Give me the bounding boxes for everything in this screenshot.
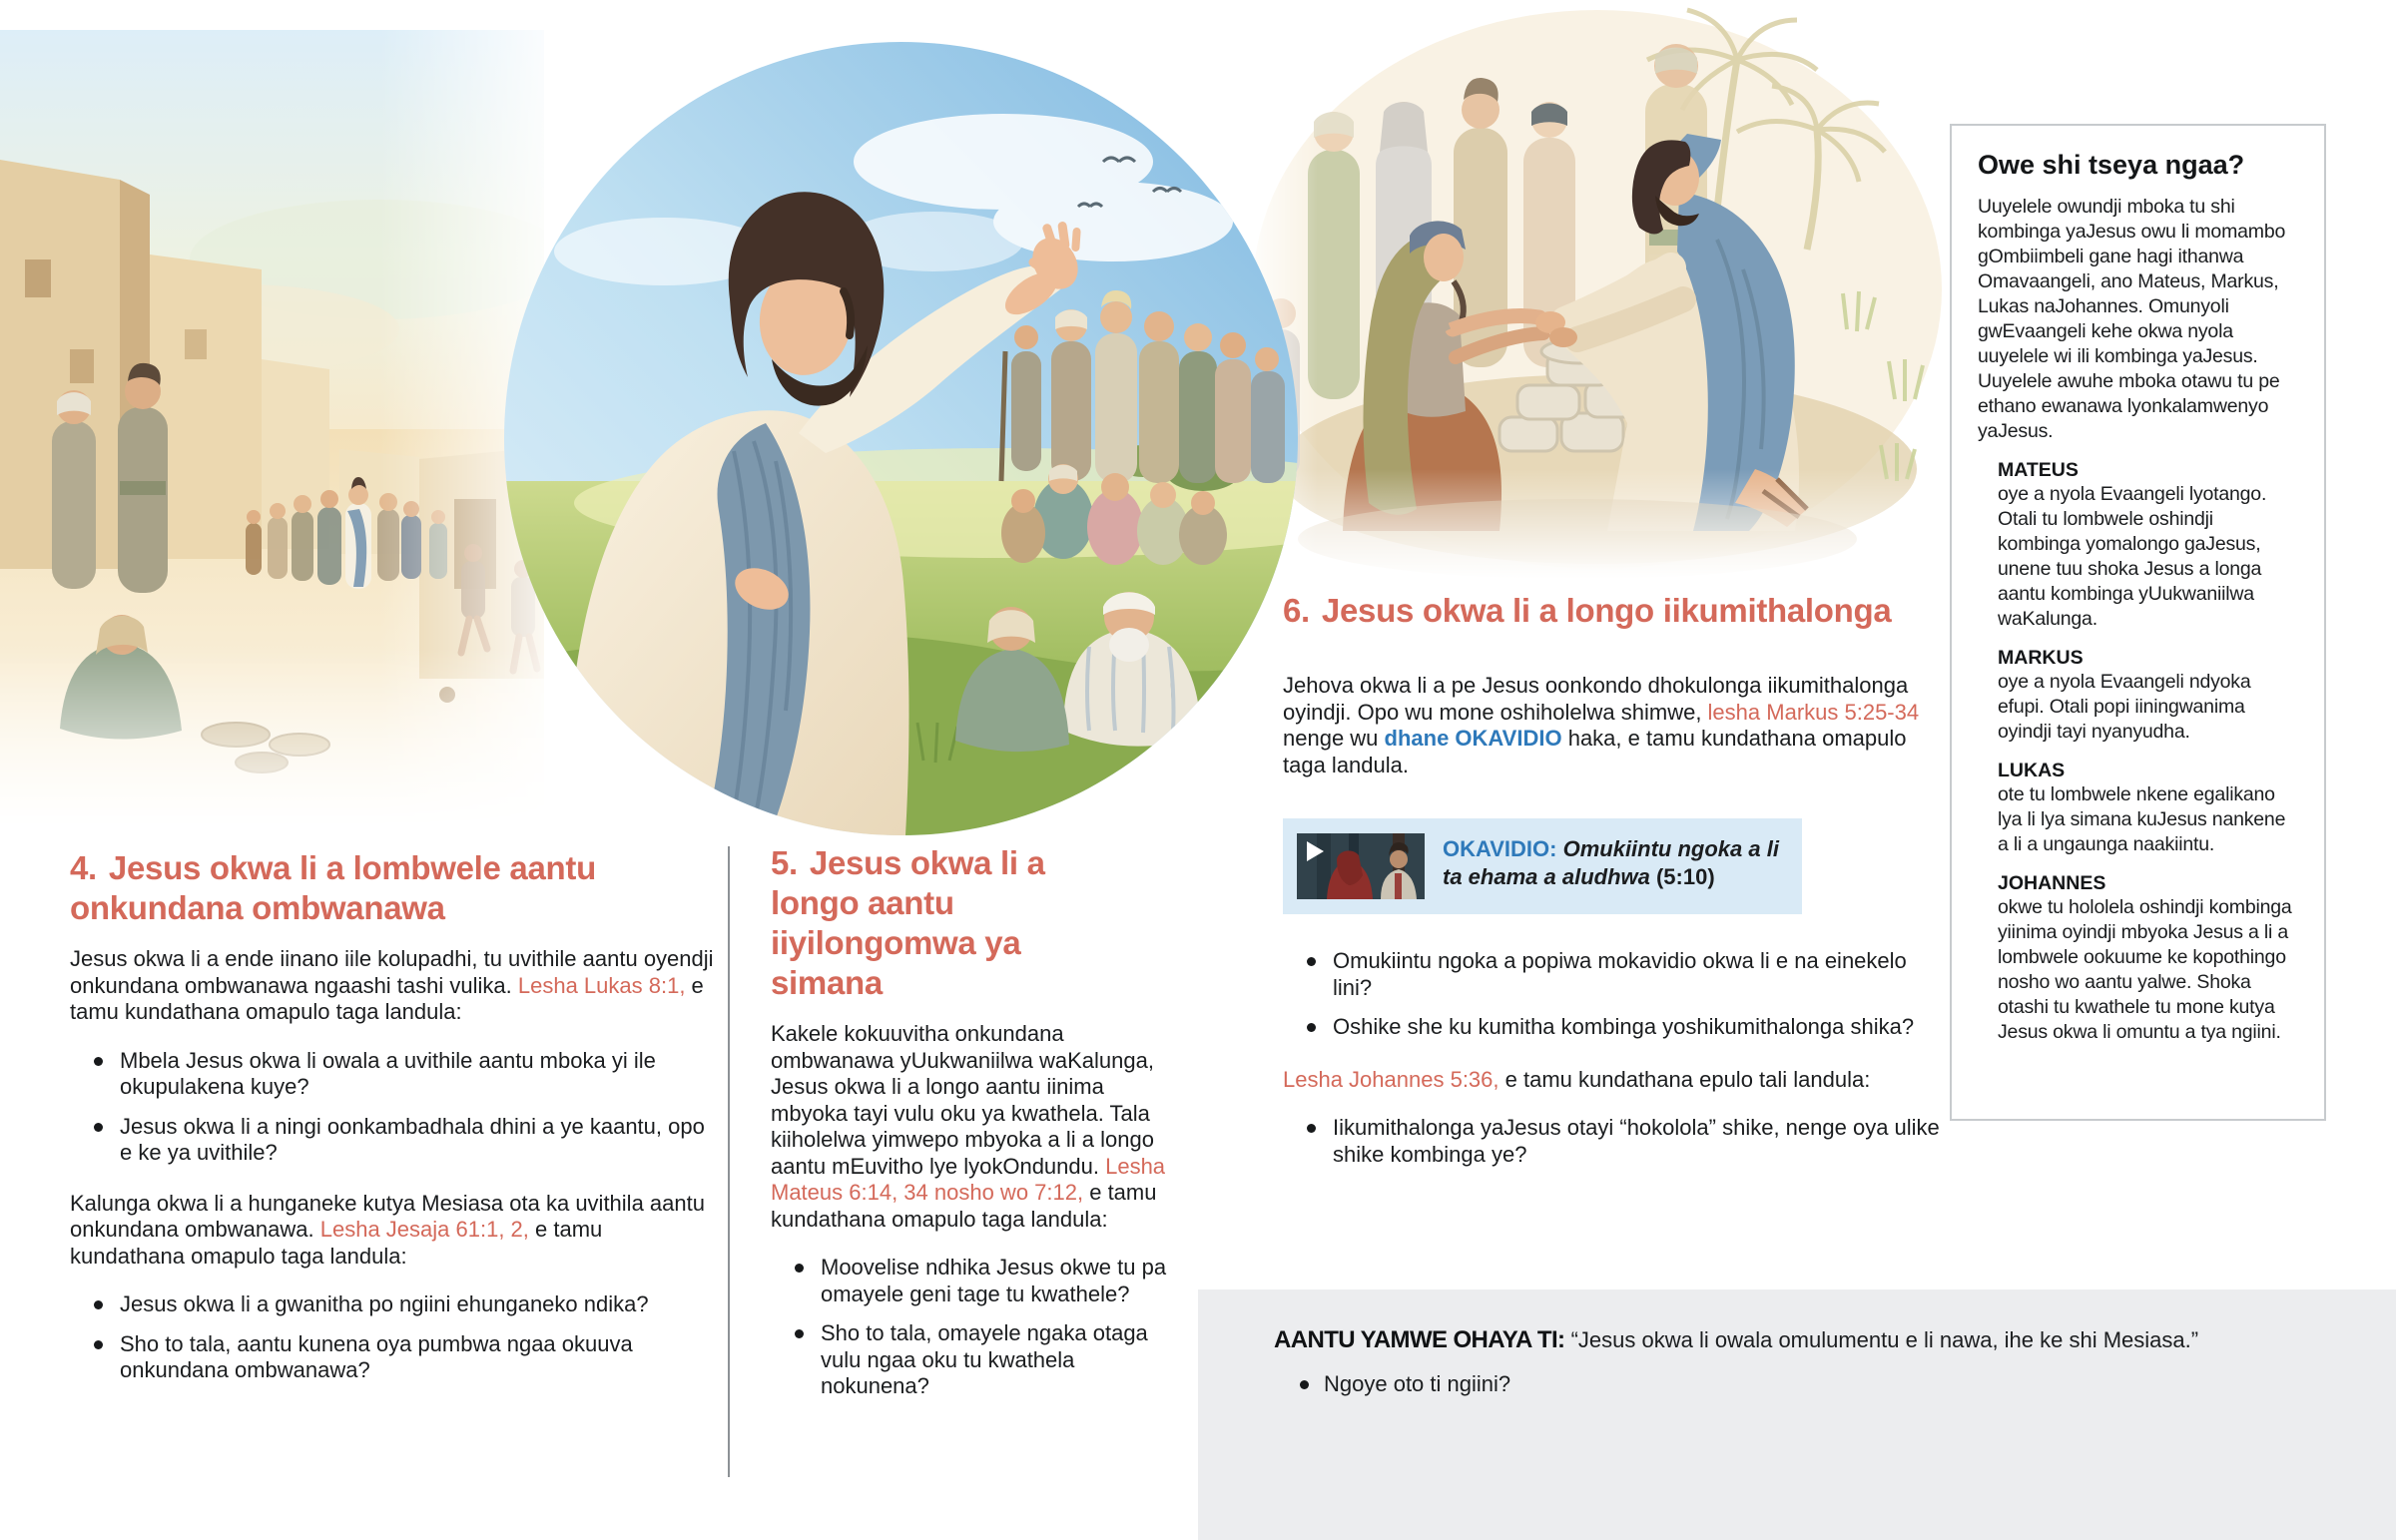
gospel-description: okwe tu hololela oshindji kombinga yiinima oyindji mbyoka Jesus a li a lombwele ookuume ke kopothingo nosho wo aantu yalwe. Shoka otashi tu kwathele tu mone kutya Jesus okwa li omuntu a tya ngiini. — [1998, 896, 2292, 1043]
text-run: Jehova okwa li a pe Jesus oonkondo dhokulonga iikumithalonga oyindji. Opo wu mone oshiholelwa shimwe, — [1283, 673, 1909, 725]
scripture-link[interactable]: Lesha Jesaja 61:1, 2, — [319, 1217, 529, 1242]
gospel-description: ote tu lombwele nkene egalikano lya li lya simana kuJesus nankene a li a ungaunga naakiintu. — [1998, 783, 2286, 855]
sidebar-intro: Uuyelele owundji mboka tu shi kombinga yaJesus owu li momambo gOmbiimbeli gane hagi ithanwa Omavaangeli, ano Mateus, Markus, Lukas naJohannes. Omunyoli gwEvaangeli kehe okwa nyola uuyelele wi ili kombinga yaJesus. Uuyelele awuhe mboka otawu tu pe ethano ewanawa lyonkalamwenyo yaJesus. — [1978, 196, 2286, 442]
text-run: Jesus okwa li a ende iinano iile kolupadhi, tu uvithile aantu oyendji onkundana ombwanawa ngaashi tashi vulika. — [70, 946, 714, 998]
gospel-entry — [1998, 759, 2300, 857]
objection-title: AANTU YAMWE OHAYA TI: — [1274, 1326, 1565, 1353]
list-item — [771, 1320, 1185, 1400]
paragraph — [70, 946, 721, 1026]
gospel-name: JOHANNES — [1998, 872, 2106, 894]
gospel-name: MARKUS — [1998, 647, 2084, 669]
video-duration: (5:10) — [1655, 864, 1715, 889]
section-heading: 4. Jesus okwa li a lombwele aantu onkundana ombwanawa — [70, 849, 596, 926]
paragraph — [70, 1191, 721, 1271]
video-title: Omukiintu ngoka a li ta ehama a aludhwa — [1443, 836, 1779, 889]
video-box[interactable] — [1283, 818, 1802, 914]
text-run: Mbela Jesus okwa li owala a uvithile aantu mboka yi ile okupulakena kuye? — [120, 1047, 656, 1099]
jesus-preaching-illustration — [504, 42, 1298, 835]
text-run: e tamu kundathana epulo tali landula: — [1498, 1066, 1871, 1092]
section-heading: 6. Jesus okwa li a longo iikumithalonga — [1283, 592, 1892, 629]
list-item — [1274, 1371, 2368, 1398]
paragraph — [1283, 1067, 1942, 1094]
video-link[interactable]: dhane OKAVIDIO — [1384, 726, 1562, 751]
section-4 — [70, 848, 721, 1408]
section-6 — [1283, 591, 1942, 1192]
text-run: e tamu kundathana omapulo taga landula: — [771, 1180, 1157, 1232]
text-run: e tamu kundathana omapulo taga landula: — [70, 1217, 603, 1269]
list-item — [771, 1255, 1185, 1307]
text-run: Kalunga okwa li a hunganeke kutya Mesiasa ota ka uvithila aantu onkundana ombwanawa. — [70, 1190, 705, 1242]
gospel-entry — [1998, 871, 2300, 1045]
question-list — [771, 1255, 1185, 1400]
objection-quote: “Jesus okwa li owala omulumentu e li nawa, ihe ke shi Mesiasa.” — [1570, 1327, 2199, 1352]
text-run: nenge wu — [1283, 726, 1385, 751]
objection-line — [1274, 1325, 2368, 1355]
bullet-icon — [1307, 1023, 1316, 1032]
text-run: Iikumithalonga yaJesus otayi “hokolola” shike, nenge oya ulike shike kombinga ye? — [1333, 1115, 1940, 1167]
text-run: Sho to tala, omayele ngaka otaga vulu ngaa oku tu kwathela nokunena? — [821, 1320, 1148, 1398]
scripture-link[interactable]: Lesha Johannes 5:36, — [1283, 1066, 1499, 1092]
text-run: Moovelise ndhika Jesus okwe tu pa omayele geni tage tu kwathele? — [821, 1255, 1167, 1306]
column-divider — [728, 846, 730, 1477]
text-run: Kakele kokuuvitha onkundana ombwanawa yUukwaniilwa waKalunga, Jesus okwa li a longo aantu iinima mbyoka tayi vulu oku ya kwathela. Tala kiiholelwa yimwepo mbyoka a li a longo aantu mEuvitho lye lyokOndundu. — [771, 1021, 1154, 1179]
objection-box — [1198, 1289, 2396, 1540]
gospel-name: LUKAS — [1998, 760, 2066, 781]
scripture-link[interactable]: Lesha Lukas 8:1, — [517, 972, 686, 998]
paragraph — [1283, 673, 1942, 778]
text-run: Sho to tala, aantu kunena oya pumbwa ngaa okuuva onkundana ombwanawa? — [120, 1330, 633, 1382]
section-heading: 5. Jesus okwa li a longo aantu iiyilongomwa ya simana — [771, 844, 1045, 1001]
list-item — [1283, 1014, 1942, 1041]
village-street-illustration — [0, 30, 544, 843]
bullet-icon — [795, 1264, 804, 1273]
text-run: Oshike she ku kumitha kombinga yoshikumithalonga shika? — [1333, 1014, 1915, 1039]
question-list — [1283, 1115, 1942, 1168]
did-you-know-box — [1950, 124, 2326, 1121]
gospel-description: oye a nyola Evaangeli lyotango. Otali tu lombwele oshindji kombinga yomalongo gaJesus, unene tuu shoka Jesus a longa aantu kombinga yUukwaniilwa waKalunga. — [1998, 483, 2267, 630]
list-item — [1283, 948, 1942, 1001]
scripture-link[interactable]: Lesha Mateus 6:14, 34 nosho wo 7:12, — [771, 1153, 1166, 1205]
gospel-name: MATEUS — [1998, 459, 2079, 481]
text-run: Omukiintu ngoka a popiwa mokavidio okwa li e na einekelo lini? — [1333, 948, 1907, 1000]
list-item — [70, 1114, 721, 1167]
question-list — [70, 1291, 721, 1384]
video-thumbnail[interactable] — [1297, 833, 1425, 899]
section-5 — [771, 843, 1185, 1424]
question-list — [1283, 948, 1942, 1041]
list-item — [70, 1291, 721, 1318]
bullet-icon — [795, 1329, 804, 1338]
question-list — [70, 1048, 721, 1167]
scripture-link[interactable]: lesha Markus 5:25-34 — [1707, 699, 1920, 725]
bullet-icon — [94, 1123, 103, 1132]
list-item — [70, 1048, 721, 1101]
bullet-icon — [94, 1340, 103, 1349]
jesus-healing-illustration — [1248, 0, 1957, 579]
text-run: e tamu kundathana omapulo taga landula: — [70, 972, 704, 1024]
bullet-icon — [1300, 1380, 1309, 1389]
text-run: Jesus okwa li a gwanitha po ngiini ehunganeko ndika? — [120, 1291, 649, 1316]
text-run: haka, e tamu kundathana omapulo taga landula. — [1283, 726, 1907, 777]
gospel-entry — [1998, 458, 2300, 632]
sidebar-title: Owe shi tseya ngaa? — [1978, 150, 2245, 180]
paragraph — [771, 1021, 1185, 1233]
video-caption — [1443, 833, 1788, 891]
gospel-description: oye a nyola Evaangeli ndyoka efupi. Otali popi iiningwanima oyindji tayi nyanyudha. — [1998, 671, 2251, 743]
bullet-text: Ngoye oto ti ngiini? — [1324, 1371, 1511, 1396]
bullet-icon — [1307, 1124, 1316, 1133]
list-item — [1283, 1115, 1942, 1168]
list-item — [70, 1331, 721, 1384]
bullet-icon — [94, 1057, 103, 1066]
bullet-icon — [94, 1300, 103, 1309]
video-label: OKAVIDIO: — [1443, 836, 1563, 861]
gospel-entry — [1998, 646, 2300, 745]
bullet-icon — [1307, 957, 1316, 966]
text-run: Jesus okwa li a ningi oonkambadhala dhini a ye kaantu, opo e ke ya uvithile? — [120, 1113, 705, 1165]
